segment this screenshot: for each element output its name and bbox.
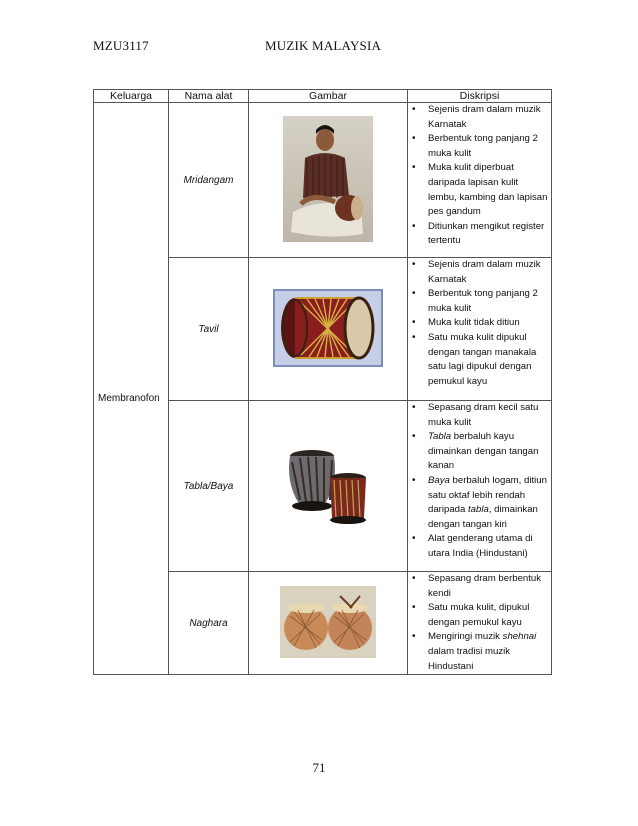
table-row (94, 103, 552, 258)
tabla-baya-photo (282, 442, 374, 528)
header-title: MUZIK MALAYSIA (265, 38, 382, 53)
list-item (408, 630, 551, 674)
instrument-image-cell (249, 258, 408, 401)
instrument-name: Mridangam (169, 103, 249, 258)
emphasis-term: Tabla (428, 431, 452, 443)
naghara-photo (280, 586, 376, 658)
col-header-diskripsi: Diskripsi (408, 90, 552, 103)
instrument-name: Tabla/Baya (169, 401, 249, 572)
family-label: Membranofon (98, 393, 160, 405)
col-header-nama-alat: Nama alat (169, 90, 249, 103)
list-item: • Sejenis dram dalam muzik Karnatak (408, 103, 551, 132)
instrument-table (93, 89, 552, 675)
list-item: • Satu muka kulit, dipukul dengan pemukul kayu (408, 601, 551, 630)
list-item (408, 474, 551, 532)
list-item-text: berbaluh logam, ditiun satu oktaf lebih rendah daripada (428, 474, 547, 516)
col-header-keluarga: Keluarga (94, 90, 169, 103)
table-header-row (94, 90, 552, 103)
list-item: • Muka kulit tidak ditiun (408, 316, 551, 331)
emphasis-term: Baya (428, 474, 450, 486)
list-item: • Satu muka kulit dipukul dengan tangan manakala satu lagi dipukul dengan pemukul kayu (408, 331, 551, 389)
list-item: • Alat genderang utama di utara India (Hindustani) (408, 532, 551, 561)
page-number: 71 (312, 760, 326, 775)
col-header-gambar: Gambar (249, 90, 408, 103)
instrument-image-cell (249, 572, 408, 675)
list-item: • Berbentuk tong panjang 2 muka kulit (408, 287, 551, 316)
mridangam-photo (283, 116, 373, 242)
list-item: • Berbentuk tong panjang 2 muka kulit (408, 132, 551, 161)
list-item: • Sejenis dram dalam muzik Karnatak (408, 258, 551, 287)
instrument-name: Tavil (169, 258, 249, 401)
instrument-name: Naghara (169, 572, 249, 675)
list-item (408, 430, 551, 474)
list-item: • Muka kulit diperbuat daripada lapisan kulit lembu, kambing dan lapisan pes gandum (408, 161, 551, 219)
family-cell (94, 103, 169, 675)
list-item-text: dalam tradisi muzik Hindustani (428, 645, 511, 672)
emphasis-term: shehnai (502, 631, 537, 643)
header-code: MZU3117 (93, 38, 149, 53)
instrument-description (408, 572, 552, 675)
tavil-photo (273, 289, 383, 367)
instrument-description (408, 258, 552, 401)
list-item-text: Mengiringi muzik (428, 631, 503, 643)
instrument-image-cell (249, 103, 408, 258)
emphasis-term: tabla (468, 504, 489, 516)
instrument-image-cell (249, 401, 408, 572)
list-item-text: berbaluh kayu dimainkan dengan tangan kanan (428, 431, 539, 472)
list-item-text: , dimainkan dengan tangan kiri (428, 504, 538, 530)
list-item: • Ditiunkan mengikut register tertentu (408, 220, 551, 249)
list-item: • Sepasang dram berbentuk kendi (408, 572, 551, 601)
instrument-description (408, 401, 552, 572)
instrument-description (408, 103, 552, 258)
list-item: • Sepasang dram kecil satu muka kulit (408, 401, 551, 430)
